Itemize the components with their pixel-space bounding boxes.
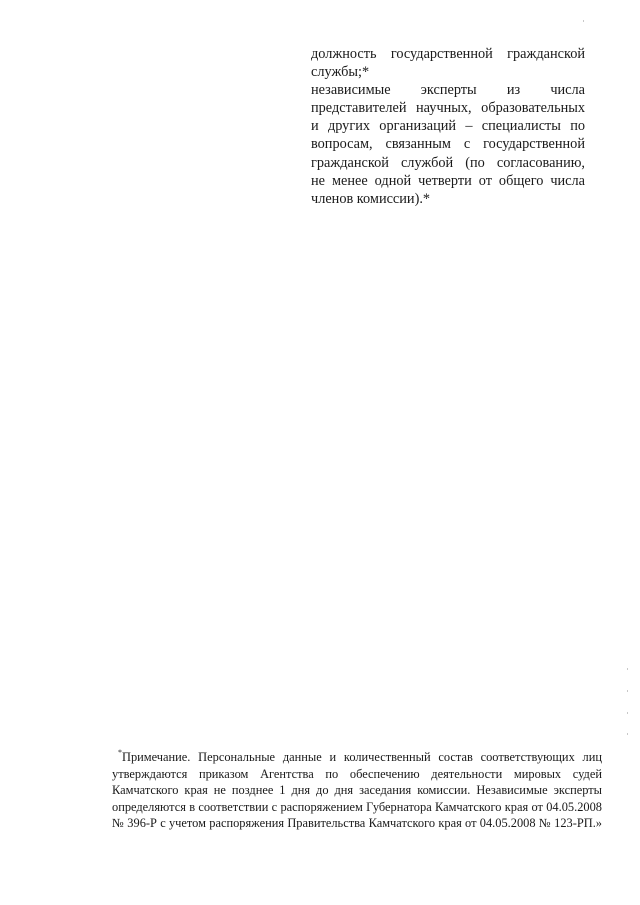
footnote-marker: *	[118, 748, 122, 757]
member-list-column	[311, 45, 585, 208]
scan-speck	[627, 712, 628, 714]
text-line: представителей научных, образовательных	[311, 100, 585, 117]
text-line: гражданской службой (по согласованию,	[311, 154, 585, 171]
footnote-text: Примечание. Персональные данные и количественный состав соответствующих лиц	[122, 750, 602, 764]
scan-speck	[583, 20, 584, 22]
text-line: членов комиссии).*	[311, 190, 431, 207]
scan-speck	[627, 733, 628, 735]
footnote	[112, 749, 602, 832]
scan-speck	[627, 690, 628, 692]
text-line: службы;*	[311, 64, 370, 81]
text-line: вопросам, связанным с государственной	[311, 136, 585, 153]
text-line: не менее одной четверти от общего числа	[311, 172, 585, 189]
text-line: и других организаций – специалисты по	[311, 118, 585, 135]
text-line: должность государственной гражданской	[311, 46, 585, 62]
text-line: независимые эксперты из числа	[311, 82, 585, 99]
scan-speck	[627, 668, 628, 670]
footnote-line: утверждаются приказом Агентства по обеспечению деятельности мировых судей	[112, 766, 602, 781]
footnote-line: № 396-Р с учетом распоряжения Правительства Камчатского края от 04.05.2008 № 123-РП.»	[112, 816, 602, 831]
footnote-line: определяются в соответствии с распоряжением Губернатора Камчатского края от 04.05.2008	[112, 799, 602, 814]
footnote-line: Камчатского края не позднее 1 дня до дня заседания комиссии. Независимые эксперты	[112, 783, 602, 798]
footnote-line	[112, 749, 602, 766]
